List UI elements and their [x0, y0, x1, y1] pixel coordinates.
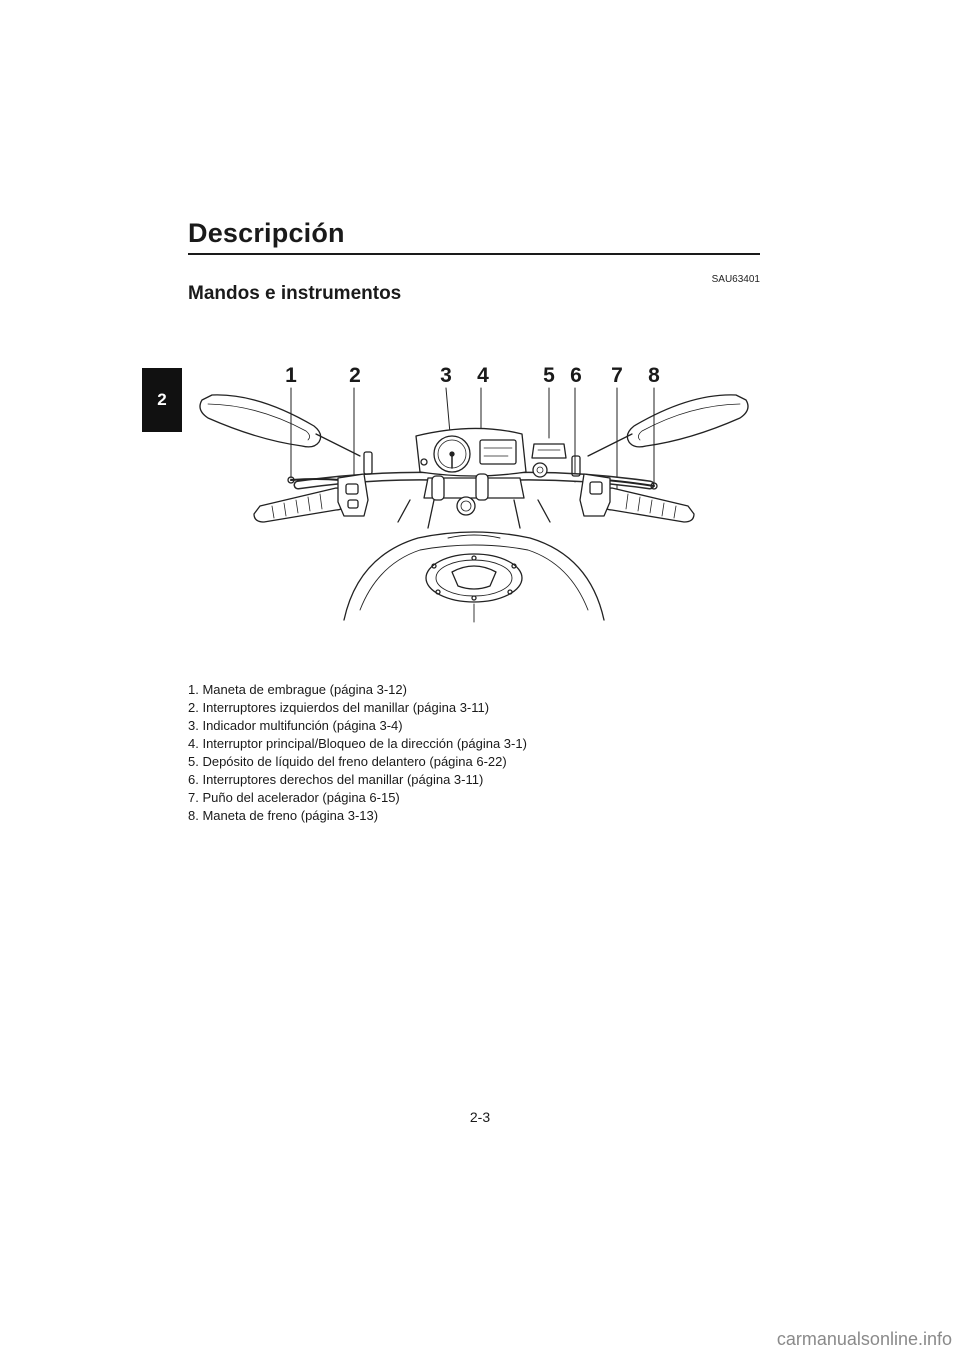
main-switch-shape [533, 463, 547, 477]
section-title: Descripción [188, 218, 345, 248]
section-header [188, 218, 760, 255]
right-mirror-shape [588, 395, 748, 456]
watermark-text: carmanualsonline.info [776, 1329, 952, 1349]
document-code: SAU63401 [711, 274, 760, 285]
parts-list-item: 5. Depósito de líquido del freno delantero (página 6-22) [188, 754, 507, 769]
callout-4: 4 [477, 364, 489, 387]
left-mirror-shape [200, 395, 360, 456]
subsection-title: Mandos e instrumentos [188, 283, 402, 304]
parts-list-item: 2. Interruptores izquierdos del manillar (página 3-11) [188, 700, 490, 715]
callout-5: 5 [543, 364, 555, 387]
parts-list-item: 8. Maneta de freno (página 3-13) [188, 808, 379, 823]
callout-1: 1 [285, 364, 297, 387]
right-switch-housing-shape [572, 456, 610, 516]
parts-list-item: 6. Interruptores derechos del manillar (página 3-11) [188, 772, 484, 787]
callout-6: 6 [570, 364, 582, 387]
chapter-tab: 2 [142, 368, 182, 432]
triple-clamp-shape [424, 474, 524, 515]
parts-list-item: 3. Indicador multifunción (página 3-4) [188, 718, 403, 733]
handlebar-illustration [188, 360, 760, 630]
parts-list-item: 7. Puño del acelerador (página 6-15) [188, 790, 400, 805]
fuel-tank-shape [344, 532, 604, 622]
left-grip-shape [254, 488, 346, 522]
parts-list-item: 4. Interruptor principal/Bloqueo de la dirección (página 3-1) [188, 736, 527, 751]
parts-list [188, 681, 527, 825]
callout-3: 3 [440, 364, 452, 387]
parts-list-item: 1. Maneta de embrague (página 3-12) [188, 682, 407, 697]
instrument-cluster-shape [416, 428, 526, 476]
right-grip-shape [602, 488, 694, 522]
brake-reservoir-shape [532, 444, 566, 458]
callout-2: 2 [349, 364, 361, 387]
callout-7: 7 [611, 364, 623, 387]
left-switch-housing-shape [338, 452, 372, 516]
callout-8: 8 [648, 364, 660, 387]
page-number: 2-3 [469, 1109, 491, 1125]
